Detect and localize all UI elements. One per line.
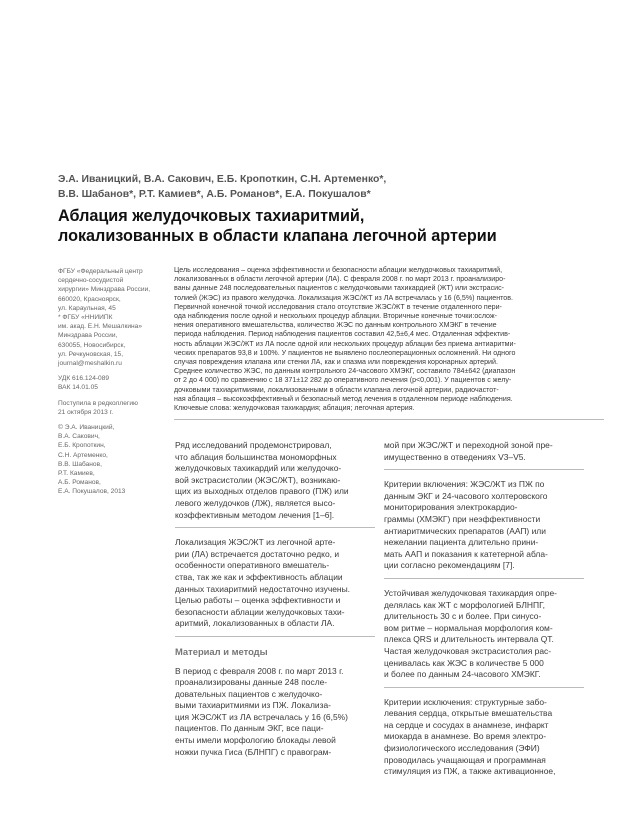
received-date: 21 октября 2013 г. bbox=[58, 408, 114, 416]
abstract-keywords: Ключевые слова: желудочковая тахикардия; аблация; легочная артерия. bbox=[174, 404, 415, 413]
paragraph bbox=[384, 479, 584, 579]
received-block bbox=[58, 399, 166, 417]
abstract-line: дочковыми тахиаритмиями, локализованными в области клапана легочной артерии, радиочастот- bbox=[174, 385, 499, 394]
affiliation-line: 630055, Новосибирск, bbox=[58, 341, 126, 349]
text-line: имущественно в отведениях V3–V5. bbox=[384, 451, 526, 462]
abstract-line: ческих препаратов 93,8 и 100%. У пациентов не выявлено послеоперационных осложнений. Ни одного bbox=[174, 348, 516, 357]
affiliation-line: * ФГБУ «ННИИПК bbox=[58, 314, 113, 322]
article-authors bbox=[58, 172, 578, 202]
text-line: данных тахиаритмий недостаточно изучены. bbox=[175, 583, 350, 594]
text-line: довательных пациентов с желудочко- bbox=[175, 688, 323, 699]
text-line: безопасности аблации желудочковых тахи- bbox=[175, 606, 345, 617]
text-line: ция ЖЭС/ЖТ из ЛА встречалась у 16 (6,5%) bbox=[175, 711, 348, 722]
text-line: левания сердца, открытые вмешательства bbox=[384, 708, 553, 719]
affiliation-line: ул. Речкуновская, 15, bbox=[58, 350, 124, 358]
paragraph bbox=[175, 666, 375, 765]
text-line: Критерии включения: ЖЭС/ЖТ из ПЖ по bbox=[384, 479, 545, 490]
text-line: Устойчивая желудочковая тахикардия опре- bbox=[384, 587, 557, 598]
text-line: длительность 30 с и более. При синусо- bbox=[384, 611, 542, 622]
text-line: Локализация ЖЭС/ЖТ из легочной арте- bbox=[175, 537, 336, 548]
text-line: выми тахиаритмиями из ПЖ. Локализа- bbox=[175, 700, 331, 711]
text-line: миокарда в анамнезе. Во время электро- bbox=[384, 731, 547, 742]
paragraph bbox=[384, 440, 584, 470]
text-line: вом ритме – нормальная морфология ком- bbox=[384, 622, 553, 633]
text-line: ции согласно рекомендациям [7]. bbox=[384, 560, 515, 571]
copyright-line: А.Б. Романов, bbox=[58, 479, 101, 487]
text-line: ства, так же как и эффективность аблации bbox=[175, 571, 343, 582]
text-line: мой при ЖЭС/ЖТ и переходной зоной пре- bbox=[384, 440, 553, 450]
copyright-block bbox=[58, 423, 166, 497]
udk-block bbox=[58, 374, 166, 392]
abstract-line: ность аблации ЖЭС/ЖТ из ЛА после одной или нескольких процедур аблации без приема антиаритми- bbox=[174, 339, 516, 348]
paragraph bbox=[384, 697, 584, 784]
article-title bbox=[58, 206, 598, 246]
abstract-line: Цель исследования – оценка эффективности и безопасности аблации желудочковых тахиаритмий, bbox=[174, 266, 503, 274]
text-line: желудочковых тахикардий или желудочко- bbox=[175, 463, 342, 474]
affiliation-line: Минздрава России, bbox=[58, 332, 118, 340]
abstract-line: нения оперативного вмешательства, количество ЖЭС по данным контрольного ХМЭКГ в течение bbox=[174, 321, 497, 330]
text-line: В период с февраля 2008 г. по март 2013 г. bbox=[175, 665, 344, 676]
abstract-line: случая повреждения клапана или стенки ЛА, как и спазма или повреждения коронарных артерий. bbox=[174, 358, 498, 367]
authors-line: Э.А. Иваницкий, В.А. Сакович, Е.Б. Кропоткин, С.Н. Артеменко*, bbox=[58, 174, 387, 185]
copyright-line: Р.Т. Камиев, bbox=[58, 470, 95, 478]
text-line: щих из выходных отделов правого (ПЖ) или bbox=[175, 486, 349, 497]
udk-line: УДК 616.124-089 bbox=[58, 375, 110, 383]
affiliation-email[interactable]: journal@meshalkin.ru bbox=[58, 360, 122, 368]
text-line: что аблация большинства мономорфных bbox=[175, 451, 337, 462]
copyright-line: С.Н. Артеменко, bbox=[58, 451, 108, 459]
text-line: особенности оперативного вмешатель- bbox=[175, 560, 330, 571]
text-line: ножки пучка Гиса (БЛНПГ) с правограм- bbox=[175, 746, 332, 757]
text-line: левого желудочков (ЛЖ), является высо- bbox=[175, 497, 336, 508]
copyright-line: В.А. Сакович, bbox=[58, 433, 100, 441]
text-line: мать ААП и показания к катетерной абла- bbox=[384, 548, 548, 559]
text-line: Критерии исключения: структурные забо- bbox=[384, 696, 547, 707]
text-line: проанализированы данные 248 после- bbox=[175, 677, 328, 688]
text-line: проводилась учащающая и программная bbox=[384, 754, 546, 765]
title-line: локализованных в области клапана легочной артерии bbox=[58, 227, 497, 245]
body-column-left bbox=[175, 440, 375, 773]
text-line: рии (ЛА) встречается достаточно редко, и bbox=[175, 548, 340, 559]
abstract-line: Среднее количество ЖЭС, по данным контрольного 24-часового ХМЭКГ, составило 784±642 (диапазон bbox=[174, 367, 516, 376]
text-line: Ряд исследований продемонстрировал, bbox=[175, 440, 332, 450]
title-line: Аблация желудочковых тахиаритмий, bbox=[58, 207, 365, 225]
abstract-line: локализованных в области легочной артерии (ЛА). С февраля 2008 г. по март 2013 г. проанализиро- bbox=[174, 275, 506, 284]
text-line: енты имели морфологию блокады левой bbox=[175, 735, 336, 746]
abstract-line: толией (ЖЭС) из правого желудочка. Локализация ЖЭС/ЖТ из ЛА встречалась у 16 (6,5%) пациентов. bbox=[174, 293, 513, 302]
affiliation-line: 660020, Красноярск, bbox=[58, 295, 121, 303]
text-line: ценивалась как ЖЭС в количестве 5 000 bbox=[384, 657, 544, 668]
copyright-line: Е.А. Покушалов, 2013 bbox=[58, 488, 126, 496]
text-line: мониторирования электрокардио- bbox=[384, 502, 518, 513]
text-line: данным ЭКГ и 24-часового холтеровского bbox=[384, 490, 548, 501]
text-line: Частая желудочковая экстрасистолия рас- bbox=[384, 645, 552, 656]
text-line: граммы (ХМЭКГ) при неэффективности bbox=[384, 513, 541, 524]
text-line: и более по данным 24-часового ХМЭКГ. bbox=[384, 669, 541, 680]
abstract bbox=[174, 266, 604, 420]
affiliation-line: хирургии» Минздрава России, bbox=[58, 286, 151, 294]
text-line: физиологического исследования (ЭФИ) bbox=[384, 743, 540, 754]
section-heading: Материал и методы bbox=[175, 645, 268, 657]
affiliation bbox=[58, 267, 166, 368]
abstract-line: ода наблюдения после одной и нескольких процедур аблации. Вторичные конечные точки:ослож- bbox=[174, 312, 498, 321]
text-line: вой экстрасистолии (ЖЭС/ЖТ), возникаю- bbox=[175, 474, 341, 485]
text-line: стимуляция из ПЖ, а также активационное, bbox=[384, 766, 556, 777]
affiliation-line: ФГБУ «Федеральный центр bbox=[58, 268, 143, 275]
abstract-line: периода наблюдения. Период наблюдения пациентов составил 42,5±6,4 мес. Отдаленная эффектив- bbox=[174, 330, 511, 339]
received-line: Поступила в редколлегию bbox=[58, 399, 138, 407]
copyright-line: © Э.А. Иваницкий, bbox=[58, 424, 115, 432]
text-line: Целью работы – оценка эффективности и bbox=[175, 595, 341, 606]
text-line: нежелании пациента длительно прини- bbox=[384, 537, 539, 548]
text-line: на сердце и сосудах в анамнезе, инфаркт bbox=[384, 719, 549, 730]
text-line: делялась как ЖТ с морфологией БЛНПГ, bbox=[384, 599, 545, 610]
text-line: коэффективным методом лечения [1–6]. bbox=[175, 509, 335, 520]
text-line: пациентов. По данным ЭКГ, все паци- bbox=[175, 723, 324, 734]
affiliation-line: им. акад. Е.Н. Мешалкина» bbox=[58, 323, 142, 331]
abstract-line: от 2 до 4 000) по сравнению с 18 371±12 282 до оперативного лечения (p<0,001). У пациентов с желу- bbox=[174, 376, 512, 385]
copyright-line: В.В. Шабанов, bbox=[58, 460, 102, 468]
body-column-right bbox=[384, 440, 584, 793]
authors-line: В.В. Шабанов*, Р.Т. Камиев*, А.Б. Романов*, Е.А. Покушалов* bbox=[58, 189, 371, 200]
abstract-line: ваны данные 248 последовательных пациентов с желудочковыми тахикардией (ЖТ) или экстрасис- bbox=[174, 284, 505, 293]
paragraph bbox=[175, 440, 375, 528]
paragraph bbox=[384, 588, 584, 688]
text-line: плекса QRS и длительность интервала QT. bbox=[384, 634, 554, 645]
affiliation-line: ул. Караульная, 45 bbox=[58, 304, 116, 312]
abstract-line: Первичной конечной точкой исследования стало отсутствие ЖЭС/ЖТ в течение отдаленного пери- bbox=[174, 302, 502, 311]
paragraph bbox=[175, 537, 375, 637]
text-line: аритмий, локализованных в области ЛА. bbox=[175, 618, 335, 629]
affiliation-line: сердечно-сосудистой bbox=[58, 277, 124, 285]
abstract-line: ная аблация – высокоэффективный и безопасный метод лечения в отдаленном периоде наблюдения. bbox=[174, 394, 513, 403]
vak-line: ВАК 14.01.05 bbox=[58, 384, 98, 392]
text-line: антиаритмических препаратов (ААП) или bbox=[384, 525, 546, 536]
sidebar-info bbox=[58, 267, 166, 497]
copyright-line: Е.Б. Кропоткин, bbox=[58, 442, 106, 450]
